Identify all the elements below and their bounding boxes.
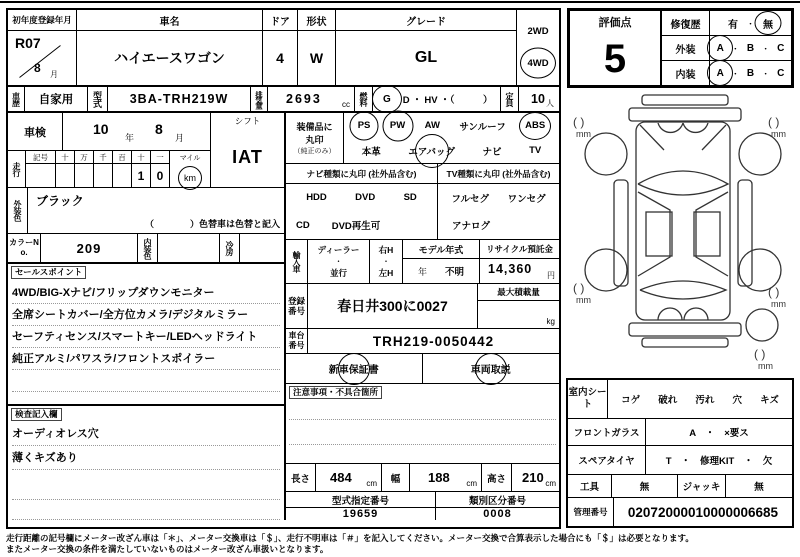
exterior-color-row	[8, 188, 284, 234]
manual-cell	[423, 354, 560, 383]
designation-number-value: 19659	[286, 508, 436, 520]
shaken-shift-block	[8, 113, 284, 188]
mileage-digit-header: 一	[151, 151, 169, 164]
shaken-year: 10	[93, 121, 109, 137]
model-year-value: 不明	[444, 267, 464, 278]
length-unit: cm	[366, 479, 377, 488]
import-handle-cell: 右H ・ 左H	[370, 240, 403, 283]
width-label: 幅	[382, 464, 410, 491]
height-unit: cm	[545, 479, 556, 488]
navi-type-header: ナビ種類に丸印 (社外品含む)	[286, 164, 437, 184]
repair-history-row: 修復歴 有 ・ 無	[662, 11, 791, 36]
mileage-digit: 0	[156, 168, 164, 183]
cautions-section	[286, 384, 559, 464]
shape-label: 形状	[298, 10, 335, 31]
capacity-unit: 人	[546, 99, 554, 108]
interior-color-label: 内装色	[138, 234, 158, 262]
capacity-label: 定員	[501, 87, 519, 111]
corner-bracket: ( )	[768, 285, 780, 299]
first-registration-cell	[8, 10, 77, 85]
cc-unit: cc	[342, 100, 350, 109]
sales-point-line: セーフティセンス/スマートキー/LEDヘッドライト	[12, 326, 280, 348]
mileage-digit	[94, 164, 112, 187]
model-code-value: 3BA-TRH219W	[108, 87, 251, 111]
inspector-note-line: オーディオレス穴	[12, 422, 280, 446]
seat-label: 室内シート	[568, 380, 608, 418]
seat-tear: 破れ	[658, 395, 678, 406]
history-value: 自家用	[25, 87, 88, 111]
mileage-row	[8, 151, 210, 187]
equip-abs-circled: ABS	[525, 120, 546, 131]
navi-sd: SD	[403, 192, 417, 204]
height-label: 高さ	[482, 464, 512, 491]
chassis-row	[286, 329, 559, 354]
score-value: 5	[603, 36, 627, 81]
exterior-color-value: ブラック	[36, 194, 84, 208]
dotted-line	[289, 419, 556, 420]
fuel-label: 燃料	[355, 87, 373, 111]
designation-number-label: 型式指定番号	[286, 492, 436, 507]
exterior-grade-a-circled: A	[716, 42, 724, 54]
inspector-notes-section	[8, 406, 284, 520]
repair-no-circled: 無	[763, 16, 773, 31]
equipment-label: 装備品に 丸印 （純正のみ）	[286, 113, 344, 163]
recycle-cell	[480, 240, 559, 283]
mm-label: mm	[771, 299, 786, 309]
top-rule	[0, 1, 800, 3]
mileage-digit	[113, 164, 131, 187]
max-load-label: 最大積載量	[478, 284, 559, 301]
interior-grade-row: 内装 A ・ B ・ C	[662, 61, 791, 85]
car-name-cell	[77, 10, 263, 85]
dotted-line	[289, 444, 556, 445]
exterior-color-label: 外装色	[8, 188, 28, 233]
shift-label: シフト	[234, 115, 261, 126]
grade-value: GL	[414, 49, 438, 66]
spare-tire-value: T ・ 修理KIT ・ 欠	[665, 456, 773, 467]
tv-oneseg: ワンセグ	[507, 193, 546, 205]
seat-row	[568, 380, 792, 419]
type-number-values	[286, 508, 559, 520]
equip-sunroof: サンルーフ	[459, 121, 506, 133]
equipment-row	[286, 113, 559, 164]
shaken-month-suffix: 月	[175, 133, 185, 143]
model-code-label: 型式	[88, 87, 108, 111]
sales-point-line: 4WD/BIG-Xナビ/フリップダウンモニター	[12, 282, 280, 304]
tv-analog: アナログ	[452, 221, 491, 233]
registration-value: 春日井300に0027	[308, 284, 478, 328]
import-label: 輸入車	[286, 240, 308, 283]
width-value: 188	[428, 470, 450, 485]
tv-type-cell	[438, 164, 559, 239]
warranty-circled: 新車保証書	[329, 361, 379, 376]
equip-navi: ナビ	[482, 146, 502, 158]
mm-label: mm	[576, 129, 591, 139]
exterior-grade-row: 外装 A ・ B ・ C	[662, 36, 791, 61]
footer-notes	[6, 533, 798, 555]
management-number-value: 02072000010000006685	[627, 504, 779, 520]
spare-tire-label: スペアタイヤ	[568, 446, 646, 474]
mm-label: mm	[758, 361, 773, 371]
windshield-value: A ・ ×要ス	[689, 428, 749, 439]
score-label: 評価点	[598, 17, 632, 29]
car-name-label: 車名	[77, 10, 262, 31]
tv-fullseg: フルセグ	[451, 193, 489, 205]
fuel-options: D ・ HV ・（ ）	[402, 95, 493, 106]
inspector-note-line: 薄くキズあり	[12, 446, 280, 470]
reg-month-suffix: 月	[50, 70, 58, 79]
navi-dvd-play: DVD再生可	[331, 221, 381, 233]
dotted-line	[12, 478, 280, 500]
management-number-row	[568, 498, 792, 526]
classification-number-value: 0008	[483, 508, 512, 520]
navi-type-cell	[286, 164, 438, 239]
condition-panel	[566, 378, 794, 528]
mm-label: mm	[771, 129, 786, 139]
equip-airbag-circled: エアバッグ	[408, 144, 455, 158]
interior-grade-a-circled: A	[716, 67, 724, 79]
mileage-digit-header: 百	[113, 151, 131, 164]
mileage-digit-header: 十	[132, 151, 150, 164]
width-unit: cm	[466, 479, 477, 488]
displacement-label: 排気量	[251, 87, 268, 111]
color-no-label: カラーNo.	[8, 234, 41, 262]
spare-tire-row	[568, 446, 792, 475]
capacity-value: 10	[531, 92, 545, 106]
seat-scratch: キズ	[760, 395, 779, 406]
model-year-prefix: 年	[417, 266, 427, 277]
height-value: 210	[522, 470, 544, 485]
length-value: 484	[330, 470, 352, 485]
equip-ps-circled: PS	[357, 120, 371, 131]
color-change-note: （ ）色替車は色替と記入	[144, 219, 280, 229]
shift-cell	[211, 113, 284, 187]
tv-type-header: TV種類に丸印 (社外品含む)	[438, 164, 559, 184]
shape-cell	[298, 10, 336, 85]
yen-unit: 円	[547, 271, 555, 280]
drive-4wd-circled: 4WD	[527, 57, 549, 69]
management-number-label: 管理番号	[568, 498, 614, 526]
navi-cd: CD	[296, 219, 310, 231]
length-label: 長さ	[286, 464, 316, 491]
model-year-label: モデル年式	[403, 240, 479, 259]
ac-label: 冷房	[220, 234, 240, 262]
shaken-row	[8, 113, 210, 151]
shift-value: IAT	[232, 147, 263, 167]
navi-tv-block	[286, 164, 559, 240]
mileage-symbol-value	[26, 164, 55, 187]
header-row	[8, 10, 559, 87]
footer-line-2: またメーター交換の条件を満たしていないものはメーター改ざん車扱いとなります。	[6, 544, 329, 554]
corner-bracket: ( )	[573, 115, 585, 129]
recycle-label: リサイクル預託金	[480, 240, 559, 259]
sales-points-tag: セールスポイント	[11, 266, 86, 279]
mileage-digit	[75, 164, 93, 187]
score-cell	[570, 11, 662, 85]
registration-label: 登録番号	[286, 284, 308, 328]
grade-cell	[336, 10, 517, 85]
kg-unit: kg	[546, 317, 555, 326]
import-dealer-cell: ディーラー ・ 並行	[308, 240, 370, 283]
ac-value	[240, 234, 284, 262]
shaken-month: 8	[155, 121, 163, 137]
shape-value: W	[309, 50, 324, 66]
shaken-year-suffix: 年	[125, 133, 135, 143]
windshield-label: フロントガラス	[568, 419, 646, 445]
chassis-label: 車台番号	[286, 329, 308, 353]
seat-burn: コゲ	[621, 395, 641, 406]
corner-bracket: ( )	[768, 115, 780, 129]
mileage-digit: 1	[137, 168, 145, 183]
registration-row	[286, 284, 559, 329]
manual-circled: 車両取説	[471, 361, 511, 376]
left-subcolumn	[8, 113, 286, 520]
door-value: 4	[276, 50, 284, 66]
reg-month: 8	[34, 61, 41, 75]
reg-year: R07	[15, 35, 41, 51]
mileage-digit-header: 千	[94, 151, 112, 164]
mileage-digit	[56, 164, 74, 187]
sales-point-line: 純正アルミ/パワスラ/フロントスポイラー	[12, 348, 280, 370]
mileage-label: 走行	[8, 151, 26, 187]
tools-label: 工具	[568, 475, 612, 497]
repair-yes: 有	[727, 19, 738, 31]
drivetrain-cell	[517, 10, 559, 85]
tools-value: 無	[612, 475, 678, 497]
middle-subcolumn	[286, 113, 559, 520]
repair-history-label: 修復歴	[662, 11, 710, 35]
cautions-tag: 注意事項・不具合箇所	[289, 386, 382, 399]
documents-row	[286, 354, 559, 384]
color-no-row	[8, 234, 284, 264]
drive-2wd: 2WD	[527, 26, 549, 38]
type-number-headers	[286, 492, 559, 508]
recycle-value: 14,360	[488, 262, 533, 276]
mileage-digit-header: 万	[75, 151, 93, 164]
footer-line-1: 走行距離の記号欄にメーター改ざん車は「＊」、メーター交換車は「＄」、走行不明車は「＃」を記入してください。メーター交換で合算表示した場合にも「＄」は必要となります。	[6, 533, 694, 543]
corner-bracket: ( )	[573, 281, 585, 295]
body-columns	[8, 113, 559, 520]
grade-label: グレード	[336, 10, 516, 31]
dotted-line	[12, 370, 280, 392]
main-form-panel	[6, 8, 561, 529]
vehicle-diagram	[570, 92, 795, 374]
car-name-value: ハイエースワゴン	[114, 50, 225, 66]
classification-number-label: 類別区分番号	[468, 495, 526, 507]
color-no-value: 209	[41, 234, 138, 262]
mileage-symbol-header: 記号	[26, 151, 55, 164]
km-circled: km	[184, 173, 196, 183]
inspector-notes-tag: 検査記入欄	[11, 408, 62, 421]
door-cell	[263, 10, 298, 85]
spare-bracket: ( )	[754, 347, 766, 361]
chassis-value: TRH219-0050442	[372, 333, 495, 349]
displacement-value: 2693	[286, 92, 322, 106]
history-model-row	[8, 87, 559, 113]
mile-label: マイル	[179, 155, 201, 162]
seat-stain: 汚れ	[695, 395, 715, 406]
seat-hole: 穴	[732, 395, 742, 406]
door-label: ドア	[263, 10, 297, 31]
shaken-label: 車検	[8, 113, 63, 150]
mileage-digit-header: 十	[56, 151, 74, 164]
jack-value: 無	[754, 482, 764, 493]
import-row	[286, 240, 559, 284]
equip-leather: 本革	[361, 146, 381, 158]
navi-hdd: HDD	[306, 192, 327, 204]
exterior-grade-label: 外装	[662, 36, 710, 60]
equip-tv: TV	[529, 145, 542, 156]
interior-grade-label: 内装	[662, 61, 710, 85]
tools-row	[568, 475, 792, 498]
fuel-gasoline-circled: G	[383, 93, 391, 105]
interior-color-value	[158, 234, 220, 262]
dimensions-row	[286, 464, 559, 492]
max-load-cell	[478, 284, 559, 328]
navi-dvd: DVD	[355, 192, 376, 204]
sales-point-line: 全席シートカバー/全方位カメラ/デジタルミラー	[12, 304, 280, 326]
dotted-line	[12, 506, 280, 520]
equip-pw-circled: PW	[389, 120, 406, 131]
warranty-cell	[286, 354, 423, 383]
sales-points-section	[8, 264, 284, 406]
model-year-cell	[403, 240, 480, 283]
windshield-row	[568, 419, 792, 446]
jack-label: ジャッキ	[678, 475, 726, 497]
first-registration-label: 初年度登録年月	[8, 10, 76, 31]
evaluation-panel	[567, 8, 794, 88]
equip-aw: AW	[424, 120, 440, 131]
mm-label: mm	[576, 295, 591, 305]
history-label: 車歴	[8, 87, 25, 111]
